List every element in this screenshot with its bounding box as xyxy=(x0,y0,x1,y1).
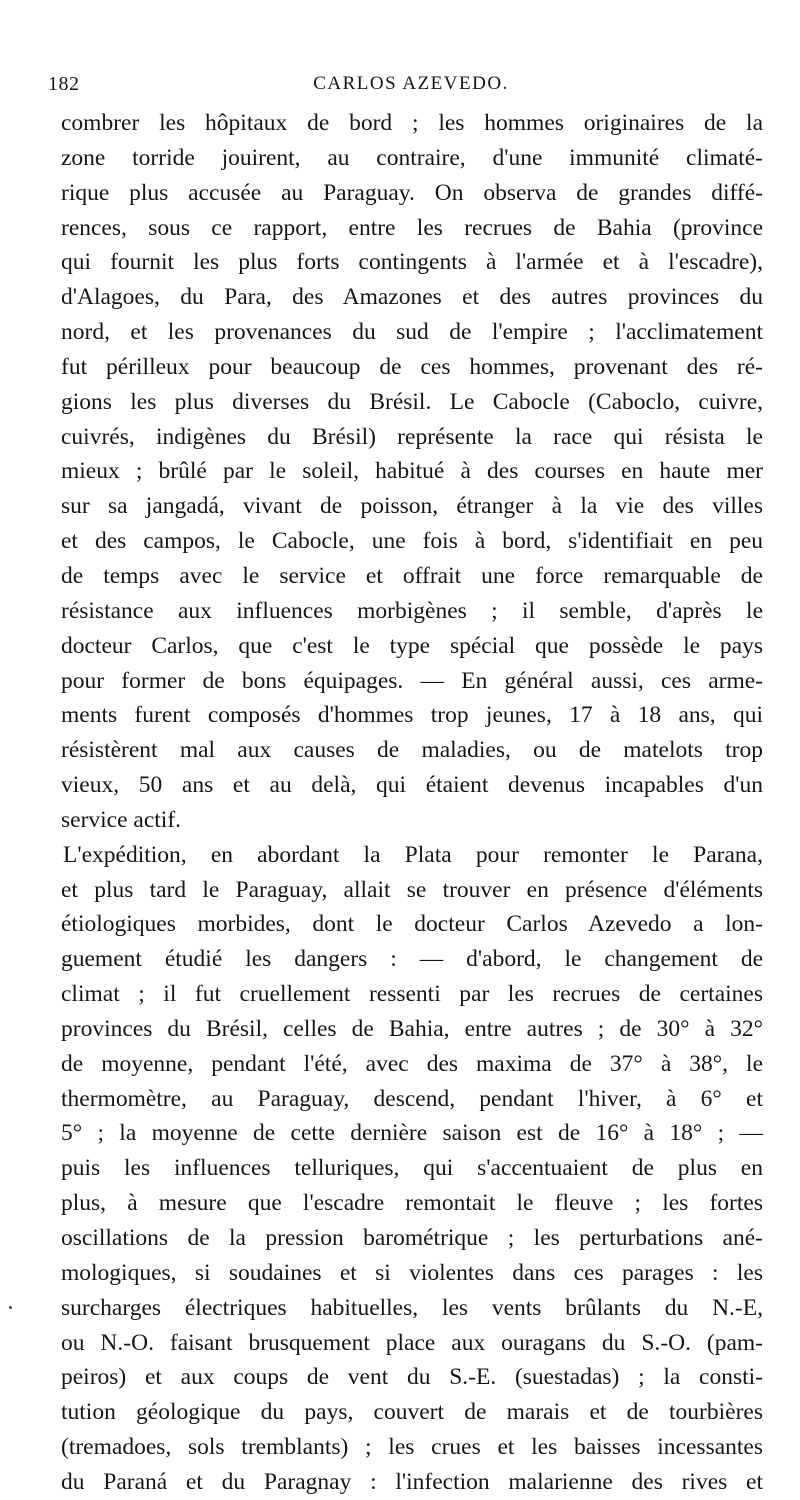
text-line: thermomètre, au Paraguay, descend, pendant l'hiver, à 6° et xyxy=(61,1085,763,1112)
text-line: et plus tard le Paraguay, allait se trouver en présence d'éléments xyxy=(61,876,763,903)
text-line: ou N.-O. faisant brusquement place aux ouragans du S.-O. (pam- xyxy=(61,1329,763,1356)
text-line: oscillations de la pression barométrique ; les perturbations ané- xyxy=(61,1225,763,1251)
text-line: vieux, 50 ans et au delà, qui étaient devenus incapables d'un xyxy=(61,772,763,799)
page-header xyxy=(48,73,774,101)
text-line: docteur Carlos, que c'est le type spécial que possède le pays xyxy=(61,632,763,659)
text-line: mologiques, si soudaines et si violentes dans ces parages : les xyxy=(61,1259,763,1286)
text-line: de temps avec le service et offrait une force remarquable de xyxy=(61,562,763,589)
text-line: plus, à mesure que l'escadre remontait le fleuve ; les fortes xyxy=(61,1190,763,1217)
text-line: (tremadoes, sols tremblants) ; les crues et les baisses incessantes xyxy=(61,1434,763,1461)
text-line: puis les influences telluriques, qui s'accentuaient de plus en xyxy=(61,1155,763,1182)
text-line: résistance aux influences morbigènes ; il semble, d'après le xyxy=(61,597,763,624)
text-line: d'Alagoes, du Para, des Amazones et des autres provinces du xyxy=(61,284,763,311)
text-line: combrer les hôpitaux de bord ; les hommes originaires de la xyxy=(61,110,763,136)
text-line: gions les plus diverses du Brésil. Le Cabocle (Caboclo, cuivre, xyxy=(61,388,763,415)
text-line: ments furent composés d'hommes trop jeunes, 17 à 18 ans, qui xyxy=(61,702,763,729)
text-line: sur sa jangadá, vivant de poisson, étranger à la vie des villes xyxy=(61,493,763,520)
text-line: climat ; il fut cruellement ressenti par les recrues de certaines xyxy=(61,981,763,1008)
margin-speck xyxy=(9,1306,12,1309)
text-line-paragraph-end: service actif. xyxy=(61,806,182,833)
page-number: 182 xyxy=(48,73,80,95)
text-line: et des campos, le Cabocle, une fois à bord, s'identifiait en peu xyxy=(61,528,763,555)
text-line: rences, sous ce rapport, entre les recrues de Bahia (province xyxy=(61,214,763,241)
text-line: de moyenne, pendant l'été, avec des maxima de 37° à 38°, le xyxy=(61,1050,763,1077)
text-line: 5° ; la moyenne de cette dernière saison est de 16° à 18° ; — xyxy=(61,1120,763,1147)
text-line: provinces du Brésil, celles de Bahia, entre autres ; de 30° à 32° xyxy=(61,1015,763,1042)
text-line: tution géologique du pays, couvert de marais et de tourbières xyxy=(61,1399,763,1426)
text-line: fut périlleux pour beaucoup de ces hommes, provenant des ré- xyxy=(61,353,763,380)
text-line-paragraph-start: L'expédition, en abordant la Plata pour remonter le Parana, xyxy=(63,841,763,868)
text-line: du Paraná et du Paragnay : l'infection malarienne des rives et xyxy=(61,1468,763,1495)
running-head: CARLOS AZEVEDO. xyxy=(313,73,509,94)
text-line: peiros) et aux coups de vent du S.-E. (suestadas) ; la consti- xyxy=(61,1364,763,1391)
body-text xyxy=(61,106,763,1500)
text-line: étiologiques morbides, dont le docteur Carlos Azevedo a lon- xyxy=(61,911,763,938)
text-line: résistèrent mal aux causes de maladies, ou de matelots trop xyxy=(61,737,763,764)
text-line: zone torride jouirent, au contraire, d'une immunité climaté- xyxy=(61,144,763,171)
text-line: pour former de bons équipages. — En général aussi, ces arme- xyxy=(61,667,763,694)
text-line: mieux ; brûlé par le soleil, habitué à des courses en haute mer xyxy=(61,458,763,485)
text-line: qui fournit les plus forts contingents à l'armée et à l'escadre), xyxy=(61,249,763,276)
text-line: surcharges électriques habituelles, les vents brûlants du N.-E, xyxy=(61,1294,763,1321)
text-line: nord, et les provenances du sud de l'empire ; l'acclimatement xyxy=(61,319,763,346)
text-line: guement étudié les dangers : — d'abord, le changement de xyxy=(61,946,763,973)
text-line: rique plus accusée au Paraguay. On observa de grandes diffé- xyxy=(61,179,763,206)
text-line: cuivrés, indigènes du Brésil) représente la race qui résista le xyxy=(61,423,763,450)
